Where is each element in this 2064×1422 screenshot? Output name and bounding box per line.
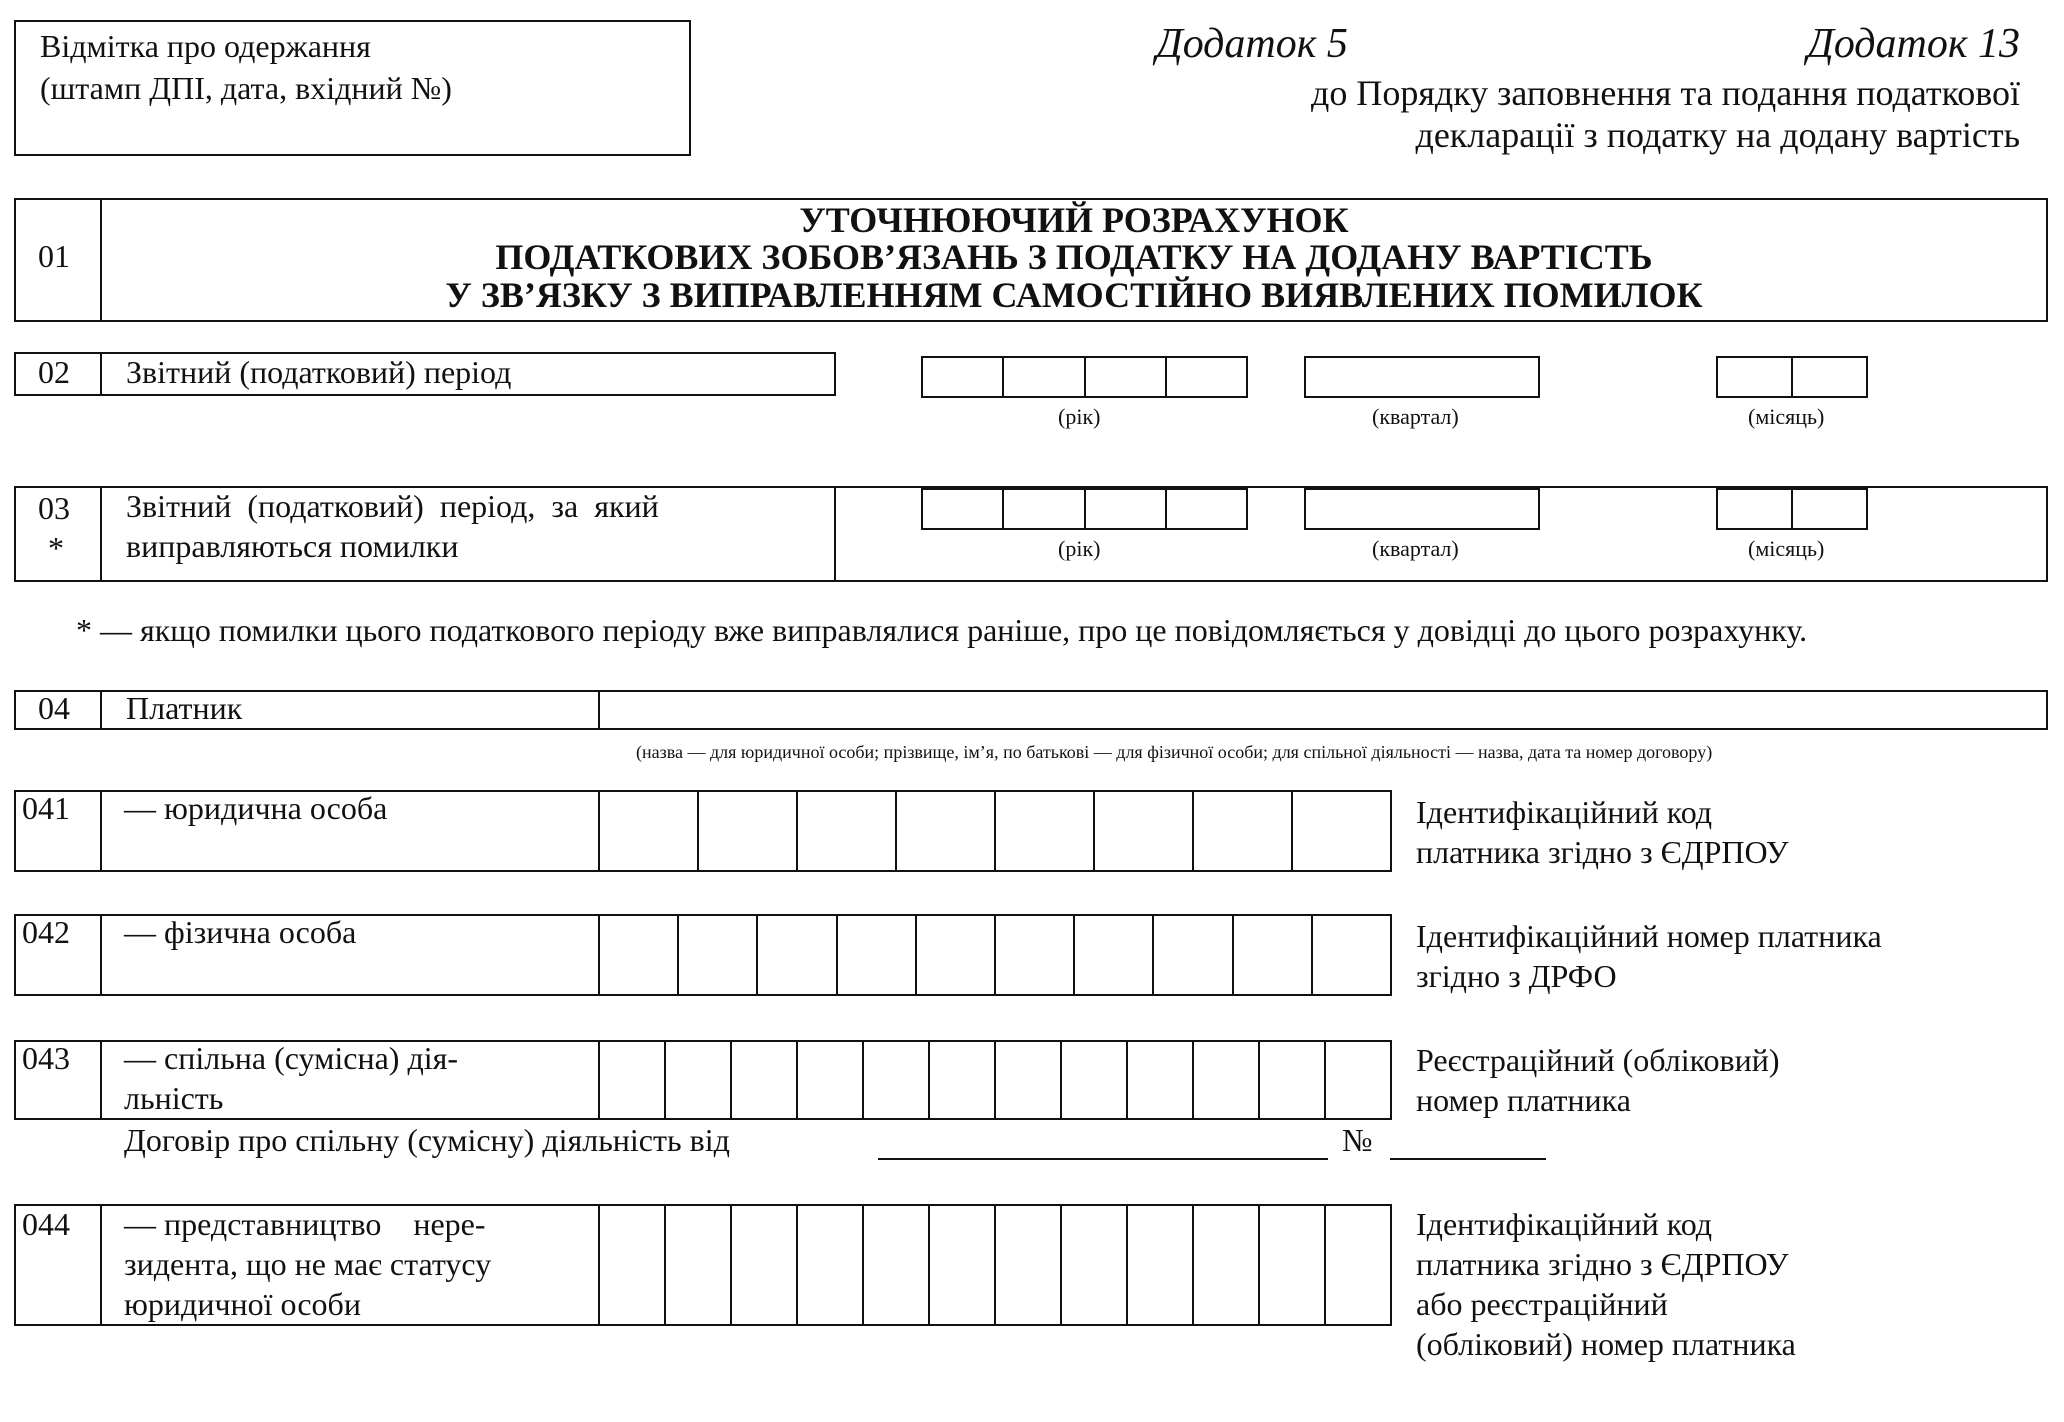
form-title (102, 198, 2046, 322)
footnote: * — якщо помилки цього податкового періоду вже виправлялися раніше, про це повідомляється у довідці до цього розрахунку. (76, 612, 1808, 648)
row-043-right-line-1: Реєстраційний (обліковий) (1416, 1042, 1780, 1078)
row-02-label: Звітний (податковий) період (126, 354, 512, 390)
contract-date-field[interactable] (878, 1158, 1328, 1160)
title-line-3: У ЗВ’ЯЗКУ З ВИПРАВЛЕННЯМ САМОСТІЙНО ВИЯВЛЕНИХ ПОМИЛОК (445, 275, 1703, 315)
payer-name-input[interactable] (600, 692, 2046, 728)
row-03-code: 03 (38, 490, 70, 526)
row-03-label-line-2: виправляються помилки (126, 528, 459, 564)
row-02-quarter-caption: (квартал) (1372, 404, 1459, 429)
row-043-right-line-2: номер платника (1416, 1082, 1631, 1118)
row-03-month-input[interactable] (1716, 488, 1868, 530)
row-04-caption: (назва — для юридичної особи; прізвище, ім’я, по батькові — для фізичної особи; для спільної діяльності — назва, дата та номер договору) (636, 742, 1713, 762)
row-044-code: 044 (22, 1206, 70, 1242)
row-03-year-input[interactable] (921, 488, 1248, 530)
title-line-2: ПОДАТКОВИХ ЗОБОВ’ЯЗАНЬ З ПОДАТКУ НА ДОДАНУ ВАРТІСТЬ (495, 237, 1653, 277)
title-line-1: УТОЧНЮЮЧИЙ РОЗРАХУНОК (799, 200, 1349, 240)
row-03-asterisk: * (48, 530, 64, 566)
row-043-label-line-2: льність (124, 1080, 224, 1116)
appendix-line-1: до Порядку заповнення та подання податкової (1311, 73, 2020, 113)
title-code: 01 (38, 238, 70, 274)
row-041-code: 041 (22, 790, 70, 826)
row-044-label-line-3: юридичної особи (124, 1286, 361, 1322)
row-02-month-input[interactable] (1716, 356, 1868, 398)
row-03-month-caption: (місяць) (1748, 536, 1825, 561)
contract-number-sign: № (1342, 1122, 1373, 1158)
row-044-right-line-4: (обліковий) номер платника (1416, 1326, 1796, 1362)
row-043-number-input[interactable] (598, 1040, 1392, 1120)
appendix-line-2: декларації з податку на додану вартість (1415, 115, 2020, 155)
appendix-13-label: Додаток 13 (1807, 21, 2020, 67)
row-041-right-line-2: платника згідно з ЄДРПОУ (1416, 834, 1789, 870)
row-02-year-input[interactable] (921, 356, 1248, 398)
row-044-code-input[interactable] (598, 1204, 1392, 1326)
row-043-code: 043 (22, 1040, 70, 1076)
row-041-code-input[interactable] (598, 790, 1392, 872)
row-044-label-line-1: — представництво нере- (124, 1206, 486, 1242)
row-044-right-line-3: або реєстраційний (1416, 1286, 1668, 1322)
row-03-quarter-caption: (квартал) (1372, 536, 1459, 561)
stamp-line-2: (штамп ДПІ, дата, вхідний №) (40, 70, 452, 106)
row-042-right-line-1: Ідентифікаційний номер платника (1416, 918, 1882, 954)
row-042-code: 042 (22, 914, 70, 950)
row-02-month-caption: (місяць) (1748, 404, 1825, 429)
contract-label: Договір про спільну (сумісну) діяльність від (124, 1122, 730, 1158)
row-04-code: 04 (38, 690, 70, 726)
row-044-right-line-2: платника згідно з ЄДРПОУ (1416, 1246, 1789, 1282)
row-043-label-line-1: — спільна (сумісна) дія- (124, 1040, 458, 1076)
row-041-right-line-1: Ідентифікаційний код (1416, 794, 1713, 830)
row-044-label-line-2: зидента, що не має статусу (124, 1246, 492, 1282)
row-02-code: 02 (38, 354, 70, 390)
row-03-label-line-1: Звітний (податковий) період, за який (126, 488, 659, 524)
row-03-year-caption: (рік) (1058, 536, 1101, 561)
row-04-label: Платник (126, 690, 243, 726)
row-03-quarter-input[interactable] (1304, 488, 1540, 530)
contract-number-field[interactable] (1390, 1158, 1546, 1160)
row-02-quarter-input[interactable] (1304, 356, 1540, 398)
row-042-right-line-2: згідно з ДРФО (1416, 958, 1617, 994)
row-041-label: — юридична особа (124, 790, 388, 826)
row-044-right-line-1: Ідентифікаційний код (1416, 1206, 1713, 1242)
appendix-5-label: Додаток 5 (1156, 21, 1348, 67)
stamp-line-1: Відмітка про одержання (40, 28, 371, 64)
row-042-label: — фізична особа (124, 914, 357, 950)
row-02-year-caption: (рік) (1058, 404, 1101, 429)
row-042-number-input[interactable] (598, 914, 1392, 996)
